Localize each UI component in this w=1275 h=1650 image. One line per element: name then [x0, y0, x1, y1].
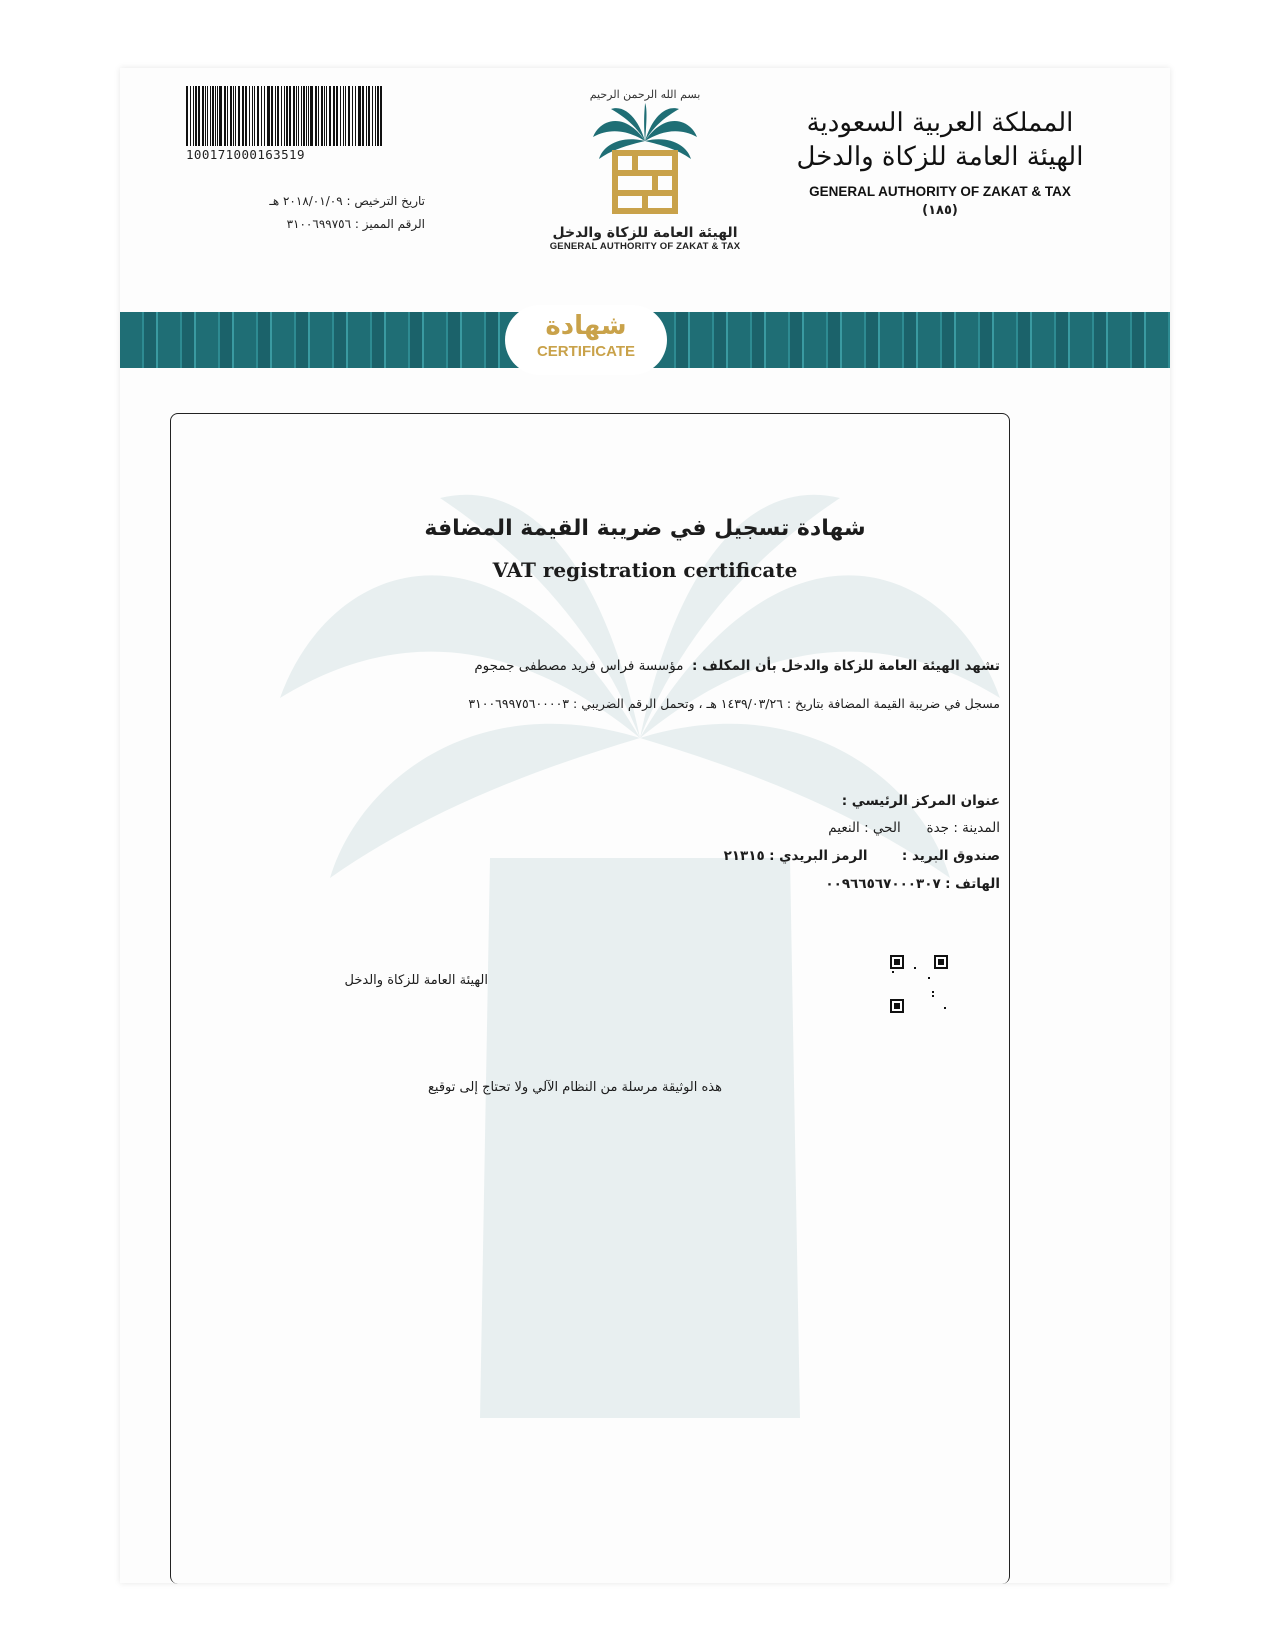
postal-value: ٢١٣١٥: [723, 848, 765, 864]
license-date-row: [269, 190, 425, 213]
certificate-title-en: VAT registration certificate: [492, 558, 798, 582]
pobox-row: [724, 848, 1000, 864]
postal-label: الرمز البريدي :: [769, 848, 868, 864]
logo-text-ar: الهيئة العامة للزكاة والدخل: [552, 225, 738, 241]
city-value: جدة: [926, 820, 950, 836]
barcode: [186, 86, 386, 164]
barcode-bars: [186, 86, 386, 146]
authority-name-ar: الهيئة العامة للزكاة والدخل: [796, 142, 1084, 172]
palm-watermark-icon: [240, 438, 1040, 1438]
palm-logo-icon: [585, 101, 705, 219]
license-date-value: ٢٠١٨/٠١/٠٩ هـ: [269, 194, 343, 208]
license-date-label: تاريخ الترخيص :: [346, 194, 425, 208]
address-heading: [842, 793, 1000, 809]
barcode-number: 100171000163519: [186, 147, 305, 162]
certify-line: [474, 658, 1000, 674]
form-number: (١٨٥): [922, 203, 958, 218]
signature-authority: الهيئة العامة للزكاة والدخل: [344, 973, 488, 988]
distinct-number-row: [269, 213, 425, 236]
pobox-label: صندوق البريد :: [901, 848, 1000, 864]
basmala: بسم الله الرحمن الرحيم: [589, 88, 701, 101]
distinct-number-label: الرقم المميز :: [354, 217, 425, 231]
district-value: النعيم: [828, 820, 860, 836]
city-label: المدينة :: [953, 820, 1000, 836]
zakat-logo: [535, 88, 755, 252]
city-row: [828, 820, 1000, 836]
certificate-banner-label: [508, 308, 664, 372]
authority-name-en: GENERAL AUTHORITY OF ZAKAT & TAX: [809, 184, 1071, 199]
phone-value: ٠٠٩٦٦٥٦٧٠٠٠٣٠٧: [825, 876, 941, 892]
address-heading-label: عنوان المركز الرئيسي :: [841, 793, 1000, 809]
phone-row: [825, 876, 1000, 892]
certify-label: تشهد الهيئة العامة للزكاة والدخل بأن المكلف :: [692, 658, 1000, 674]
district-label: الحي :: [864, 820, 901, 836]
kingdom-header: [790, 106, 1090, 218]
taxpayer-name: مؤسسة فراس فريد مصطفى جمجوم: [474, 658, 684, 674]
banner-label-ar: شهادة: [545, 311, 627, 341]
certificate-sheet: [120, 68, 1170, 1583]
qr-code: [890, 955, 948, 1013]
phone-label: الهاتف :: [945, 876, 1000, 892]
registration-line: مسجل في ضريبة القيمة المضافة بتاريخ : ١٤٣٩/٠٣/٢٦ هـ ، وتحمل الرقم الضريبي : ٣١٠٠٦٩٩٧٥٦٠٠٠٠٣: [468, 696, 1000, 711]
distinct-number-value: ٣١٠٠٦٩٩٧٥٦: [286, 217, 352, 231]
certificate-title-ar: شهادة تسجيل في ضريبة القيمة المضافة: [424, 516, 866, 541]
automated-note: هذه الوثيقة مرسلة من النظام الآلي ولا تحتاج إلى توقيع: [428, 1080, 722, 1095]
banner-label-en: CERTIFICATE: [536, 343, 636, 360]
license-info: [269, 190, 425, 236]
kingdom-name: المملكة العربية السعودية: [806, 108, 1074, 138]
logo-text-en: GENERAL AUTHORITY OF ZAKAT & TAX: [549, 241, 741, 252]
